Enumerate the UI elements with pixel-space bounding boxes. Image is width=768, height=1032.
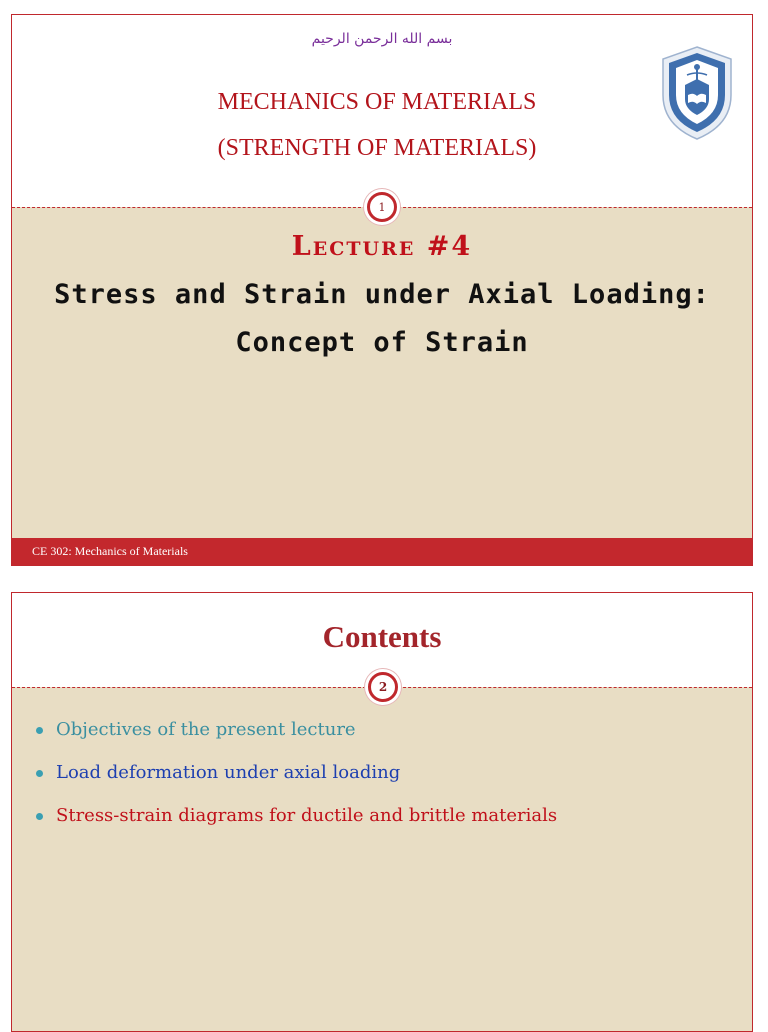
list-item xyxy=(32,762,557,805)
footer-bar xyxy=(12,538,752,565)
slide-header xyxy=(12,15,752,207)
lecture-title-line1: Stress and Strain under Axial Loading: xyxy=(54,279,710,310)
lecture-title-line2: Concept of Strain xyxy=(235,327,529,358)
slide-number-badge: 1 xyxy=(367,192,397,222)
list-item-text: Load deformation under axial loading xyxy=(56,762,401,783)
footer-text: CE 302: Mechanics of Materials xyxy=(32,544,188,558)
bullet-dot-icon xyxy=(36,727,43,734)
bullet-dot-icon xyxy=(36,770,43,777)
course-title-line2: (STRENGTH OF MATERIALS) xyxy=(217,135,537,161)
slide-2 xyxy=(11,592,753,1032)
slide-number-badge: 2 xyxy=(368,672,398,702)
course-title-line1: MECHANICS OF MATERIALS xyxy=(217,89,537,115)
slide-1 xyxy=(11,14,753,566)
list-item xyxy=(32,805,557,848)
bullet-dot-icon xyxy=(36,813,43,820)
contents-list xyxy=(32,719,557,848)
list-item-text: Objectives of the present lecture xyxy=(56,719,356,740)
contents-title: Contents xyxy=(322,619,442,654)
lecture-label: Lecture #4 xyxy=(291,231,473,262)
list-item xyxy=(32,719,557,762)
list-item-text: Stress-strain diagrams for ductile and brittle materials xyxy=(56,805,558,826)
bismillah-text: بسم الله الرحمن الرحيم xyxy=(311,31,453,47)
university-seal-icon xyxy=(657,43,737,143)
